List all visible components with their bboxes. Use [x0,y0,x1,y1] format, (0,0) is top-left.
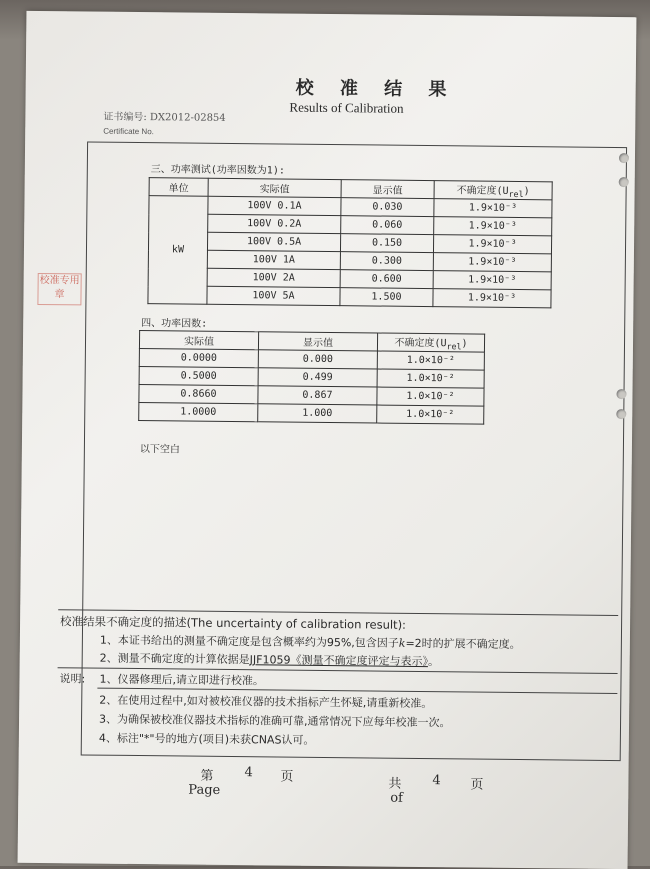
uncertainty-line-1: 1、本证书给出的测量不确定度是包含概率约为95%,包含因子k=2时的扩展不确定度。 [99,633,521,652]
uncertainty-cell: 1.0×10⁻² [377,369,484,388]
table-row [139,403,484,425]
actual-cell: 100V 2A [207,268,340,287]
certificate-number-en: Certificate No. [103,126,154,137]
certificate-page [18,11,637,869]
blank-below-note: 以下空白 [139,444,180,456]
calibration-stamp: 校准专用 章 [37,273,81,305]
binder-hole-icon [619,177,629,187]
actual-cell: 1.0000 [139,403,258,422]
actual-cell: 100V 0.1A [208,196,341,215]
note-3: 3、为确保被校准仪器技术指标的准确可靠,通常情况下应每年校准一次。 [98,712,451,730]
page-title: 校 准 结 果 [295,77,457,101]
total-unit: 页 [470,777,484,793]
display-cell: 0.060 [341,216,434,235]
table-row [148,286,551,308]
certificate-number: 证书编号: DX2012-02854 [103,111,226,124]
actual-cell: 100V 0.5A [207,232,340,251]
actual-cell: 0.5000 [139,367,258,386]
actual-cell: 100V 1A [207,250,340,269]
total-label-cn: 共 [388,776,402,792]
uncertainty-line-2: 2、测量不确定度的计算依据是JJF1059《测量不确定度评定与表示》。 [99,651,440,669]
binder-hole-icon [616,389,626,399]
actual-cell: 100V 0.2A [208,214,341,233]
power-test-table [147,177,552,308]
actual-cell: 0.0000 [139,349,258,368]
col-actual: 实际值 [208,178,341,197]
uncertainty-heading: 校准结果不确定度的描述(The uncertainty of calibration result): [60,614,407,632]
display-cell: 0.867 [258,386,377,405]
col-uncertainty: 不确定度$(U_{rel})$ [434,181,552,200]
total-label-en: of [390,790,403,806]
page-number: 4 [244,765,253,781]
page-label-en: Page [188,782,221,798]
display-cell: 0.300 [340,252,433,271]
binder-hole-icon [619,153,629,163]
binder-hole-icon [616,409,626,419]
uncertainty-cell: 1.9×10⁻³ [433,271,551,290]
page-label-cn: 第 [200,768,214,784]
display-cell: 0.030 [341,198,434,217]
col-actual: 实际值 [139,331,258,350]
note-1: 1、仪器修理后,请立即进行校准。 [99,672,265,688]
actual-cell: 0.8660 [139,385,258,404]
uncertainty-cell: 1.9×10⁻³ [433,235,551,254]
col-uncertainty: 不确定度$(U_{rel})$ [377,333,484,352]
display-cell: 0.499 [258,368,377,387]
note-4: 4、标注"*"号的地方(项目)未获CNAS认可。 [98,731,315,747]
col-display: 显示值 [341,180,434,199]
uncertainty-cell: 1.9×10⁻³ [433,289,551,308]
uncertainty-cell: 1.9×10⁻³ [433,253,551,272]
page-title-en: Results of Calibration [289,99,404,116]
uncertainty-cell: 1.0×10⁻² [377,387,484,406]
actual-cell: 100V 5A [207,286,340,305]
uncertainty-cell: 1.9×10⁻³ [434,217,552,236]
col-unit: 单位 [149,178,208,197]
section3-heading: 三、功率测试(功率因数为1): [150,164,285,177]
display-cell: 1.500 [340,288,433,307]
display-cell: 1.000 [258,404,377,423]
total-number: 4 [432,773,441,789]
col-display: 显示值 [258,332,377,351]
uncertainty-cell: 1.0×10⁻² [377,405,484,424]
uncertainty-cell: 1.9×10⁻³ [434,199,552,218]
display-cell: 0.000 [258,350,377,369]
unit-cell: kW [148,196,208,305]
notes-label: 说明: [59,672,86,686]
display-cell: 0.600 [340,270,433,289]
display-cell: 0.150 [340,234,433,253]
uncertainty-cell: 1.0×10⁻² [377,351,484,370]
note-2: 2、在使用过程中,如对被校准仪器的技术指标产生怀疑,请重新校准。 [99,693,433,711]
power-factor-table [138,330,485,425]
section4-heading: 四、功率因数: [141,318,208,330]
page-unit: 页 [280,769,294,785]
